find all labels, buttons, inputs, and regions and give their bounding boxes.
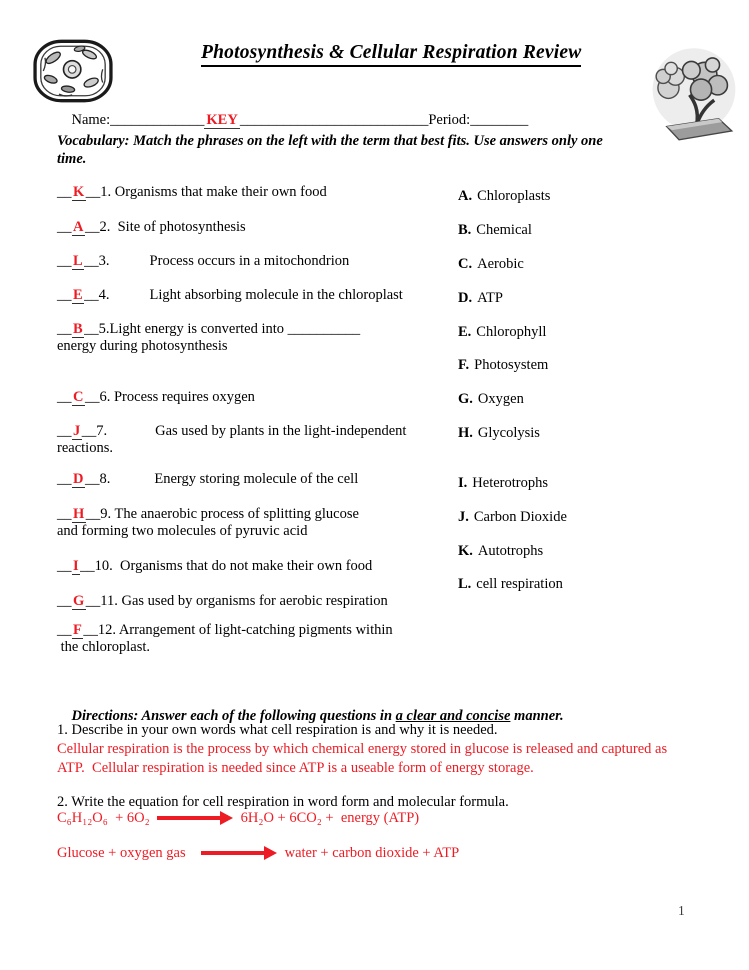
page-number: 1	[678, 903, 685, 918]
vocab-question-2	[57, 219, 477, 236]
vocabulary-heading-line1: Vocabulary: Match the phrases on the left with the term that best fits. Use answers only one	[57, 133, 603, 149]
question-text-7: Gas used by plants in the light-independent	[155, 423, 407, 439]
question-text-12: Arrangement of light-catching pigments within	[118, 622, 393, 638]
answer-letter-2: A	[73, 219, 84, 235]
answer-blank: __	[57, 219, 72, 235]
answer-blank: __	[85, 593, 101, 609]
trees-clipart-image	[650, 45, 738, 143]
answer-blank: __	[85, 184, 101, 200]
answer-blank: __	[81, 423, 97, 439]
vocab-question-12	[57, 622, 477, 656]
answer-letter-4: E	[73, 287, 83, 303]
term-letter-b: B.	[458, 222, 472, 238]
answer-letter-6: C	[73, 389, 84, 405]
vocab-question-9	[57, 506, 477, 540]
answer-letter-5: B	[73, 321, 83, 337]
vocab-question-6	[57, 389, 477, 406]
term-text-a: Chloroplasts	[477, 188, 551, 204]
term-letter-g: G.	[458, 391, 473, 407]
vocab-term-c	[458, 256, 524, 273]
term-letter-j: J.	[458, 509, 469, 525]
reaction-arrow-icon	[201, 851, 264, 855]
vocab-term-g	[458, 391, 524, 408]
name-blank: __________________________	[239, 112, 429, 128]
question-number-11: 11.	[100, 593, 122, 609]
vocab-term-h	[458, 425, 540, 442]
answer-blank: __	[57, 506, 72, 522]
answer-blank: __	[57, 253, 72, 269]
name-label: Name:	[71, 112, 111, 128]
equation-products: 6H₂O + 6CO₂ + energy (ATP)	[240, 809, 420, 826]
tab-gap	[110, 264, 150, 265]
vocab-term-e	[458, 324, 546, 341]
term-letter-f: F.	[458, 357, 470, 373]
question-number-9: 9.	[100, 506, 115, 522]
vocab-question-4	[57, 287, 477, 304]
answer-letter-1: K	[73, 184, 85, 200]
question-number-7: 7.	[96, 423, 108, 439]
vocab-term-i	[458, 475, 548, 492]
name-blank: _____________	[110, 112, 205, 128]
page-title: Photosynthesis & Cellular Respiration Review	[201, 42, 581, 67]
term-letter-d: D.	[458, 290, 473, 306]
answer-letter-12: F	[73, 622, 82, 638]
term-text-k: Autotrophs	[477, 543, 544, 559]
vocab-term-l	[458, 576, 563, 593]
answer-blank: __	[85, 506, 101, 522]
equation-reactants: C₆H₁₂O₆ + 6O₂	[57, 809, 150, 826]
tab-gap	[110, 298, 150, 299]
term-letter-l: L.	[458, 576, 472, 592]
answer-letter-7: J	[73, 423, 81, 439]
term-letter-e: E.	[458, 324, 472, 340]
question-number-3: 3.	[98, 253, 110, 269]
question-text-11: Gas used by organisms for aerobic respiration	[121, 593, 388, 609]
question-number-8: 8.	[99, 471, 111, 487]
tab-gap	[110, 482, 154, 483]
vocab-term-j	[458, 509, 567, 526]
molecular-equation	[57, 809, 419, 827]
term-text-e: Chlorophyll	[476, 324, 547, 340]
vocab-question-3	[57, 253, 477, 270]
answer-letter-8: D	[73, 471, 84, 487]
vocab-term-k	[458, 543, 543, 560]
question-text-2: Site of photosynthesis	[117, 219, 246, 235]
word-equation-products: water + carbon dioxide + ATP	[284, 844, 460, 861]
answer-letter-10: I	[73, 558, 79, 574]
question-text-4: Light absorbing molecule in the chloroplast	[149, 287, 403, 303]
answer-blank: __	[57, 622, 72, 638]
vocab-question-10	[57, 558, 477, 575]
vocab-term-f	[458, 357, 548, 374]
term-text-d: ATP	[477, 290, 503, 306]
answer-blank: __	[84, 321, 99, 337]
question-text-7-line2: reactions.	[57, 440, 113, 456]
answer-blank: __	[84, 389, 100, 405]
question-number-5: 5.	[98, 321, 110, 337]
answer-blank: __	[84, 253, 99, 269]
term-letter-c: C.	[458, 256, 473, 272]
question-text-3: Process occurs in a mitochondrion	[149, 253, 350, 269]
question-text-9-line2: and forming two molecules of pyruvic acid	[57, 523, 308, 539]
question-number-2: 2.	[99, 219, 118, 235]
question-text-10: Organisms that do not make their own food	[120, 558, 373, 574]
answer-blank: __	[57, 423, 72, 439]
vocab-term-a	[458, 188, 550, 205]
answer-blank: __	[84, 471, 100, 487]
answer-blank: __	[57, 321, 72, 337]
question-text-8: Energy storing molecule of the cell	[154, 471, 359, 487]
vocabulary-heading	[57, 133, 717, 168]
question-text-6: Process requires oxygen	[113, 389, 255, 405]
answer-blank: __	[84, 287, 99, 303]
question-1-answer-line2: ATP. Cellular respiration is needed since ATP is a useable form of energy storage.	[57, 759, 534, 776]
vocab-question-8	[57, 471, 477, 488]
reaction-arrow-icon	[157, 816, 220, 820]
question-1-answer-line1: Cellular respiration is the process by which chemical energy stored in glucose is released and captured as	[57, 741, 668, 757]
question-number-6: 6.	[99, 389, 114, 405]
trees-icon	[650, 45, 738, 143]
question-text-5: Light energy is converted into __________	[109, 321, 361, 337]
term-text-j: Carbon Dioxide	[473, 509, 567, 525]
term-text-c: Aerobic	[477, 256, 524, 272]
answer-blank: __	[57, 287, 72, 303]
vocab-question-7	[57, 423, 477, 457]
answer-blank: __	[57, 593, 72, 609]
vocab-term-d	[458, 290, 503, 307]
answer-blank: __	[57, 184, 72, 200]
term-letter-i: I.	[458, 475, 468, 491]
answer-blank: __	[83, 622, 98, 638]
term-text-g: Oxygen	[477, 391, 524, 407]
answer-blank: __	[84, 219, 100, 235]
answer-blank: __	[57, 558, 72, 574]
word-equation	[57, 844, 459, 862]
vocabulary-heading-line2: time.	[57, 150, 87, 167]
directions-prefix: Directions: Answer each of the following questions in	[71, 708, 396, 724]
term-text-b: Chemical	[476, 222, 532, 238]
question-number-4: 4.	[98, 287, 110, 303]
term-text-l: cell respiration	[476, 576, 563, 592]
answer-blank: __	[57, 389, 72, 405]
vocab-question-5	[57, 321, 477, 355]
term-text-i: Heterotrophs	[472, 475, 548, 491]
term-text-f: Photosystem	[474, 357, 549, 373]
tab-gap	[107, 434, 155, 435]
period-label: Period:	[428, 112, 471, 128]
question-number-12: 12.	[97, 622, 119, 638]
question-2: 2. Write the equation for cell respiration in word form and molecular formula.	[57, 794, 509, 810]
answer-letter-9: H	[73, 506, 85, 522]
vocab-question-11	[57, 593, 477, 610]
question-1-answer	[57, 740, 729, 777]
directions-underlined: a clear and concise	[395, 708, 511, 724]
vocab-question-1	[57, 184, 477, 201]
answer-letter-3: L	[73, 253, 83, 269]
answer-letter-11: G	[73, 593, 85, 609]
answer-blank: __	[57, 471, 72, 487]
word-equation-reactants: Glucose + oxygen gas	[57, 844, 186, 861]
question-number-10: 10.	[94, 558, 121, 574]
question-text-12-line2: the chloroplast.	[57, 639, 151, 655]
question-1: 1. Describe in your own words what cell respiration is and why it is needed.	[57, 722, 498, 738]
question-text-5-line2: energy during photosynthesis	[57, 338, 228, 354]
question-number-1: 1.	[100, 184, 115, 200]
period-blank: ________	[470, 112, 529, 128]
answer-blank: __	[80, 558, 95, 574]
vocab-term-b	[458, 222, 532, 239]
question-text-9: The anaerobic process of splitting glucose	[114, 506, 359, 522]
term-letter-k: K.	[458, 543, 473, 559]
term-letter-h: H.	[458, 425, 473, 441]
question-text-1: Organisms that make their own food	[114, 184, 327, 200]
term-text-h: Glycolysis	[477, 425, 540, 441]
answer-key-text: KEY	[206, 112, 238, 128]
directions-suffix: manner.	[510, 708, 564, 724]
term-letter-a: A.	[458, 188, 473, 204]
